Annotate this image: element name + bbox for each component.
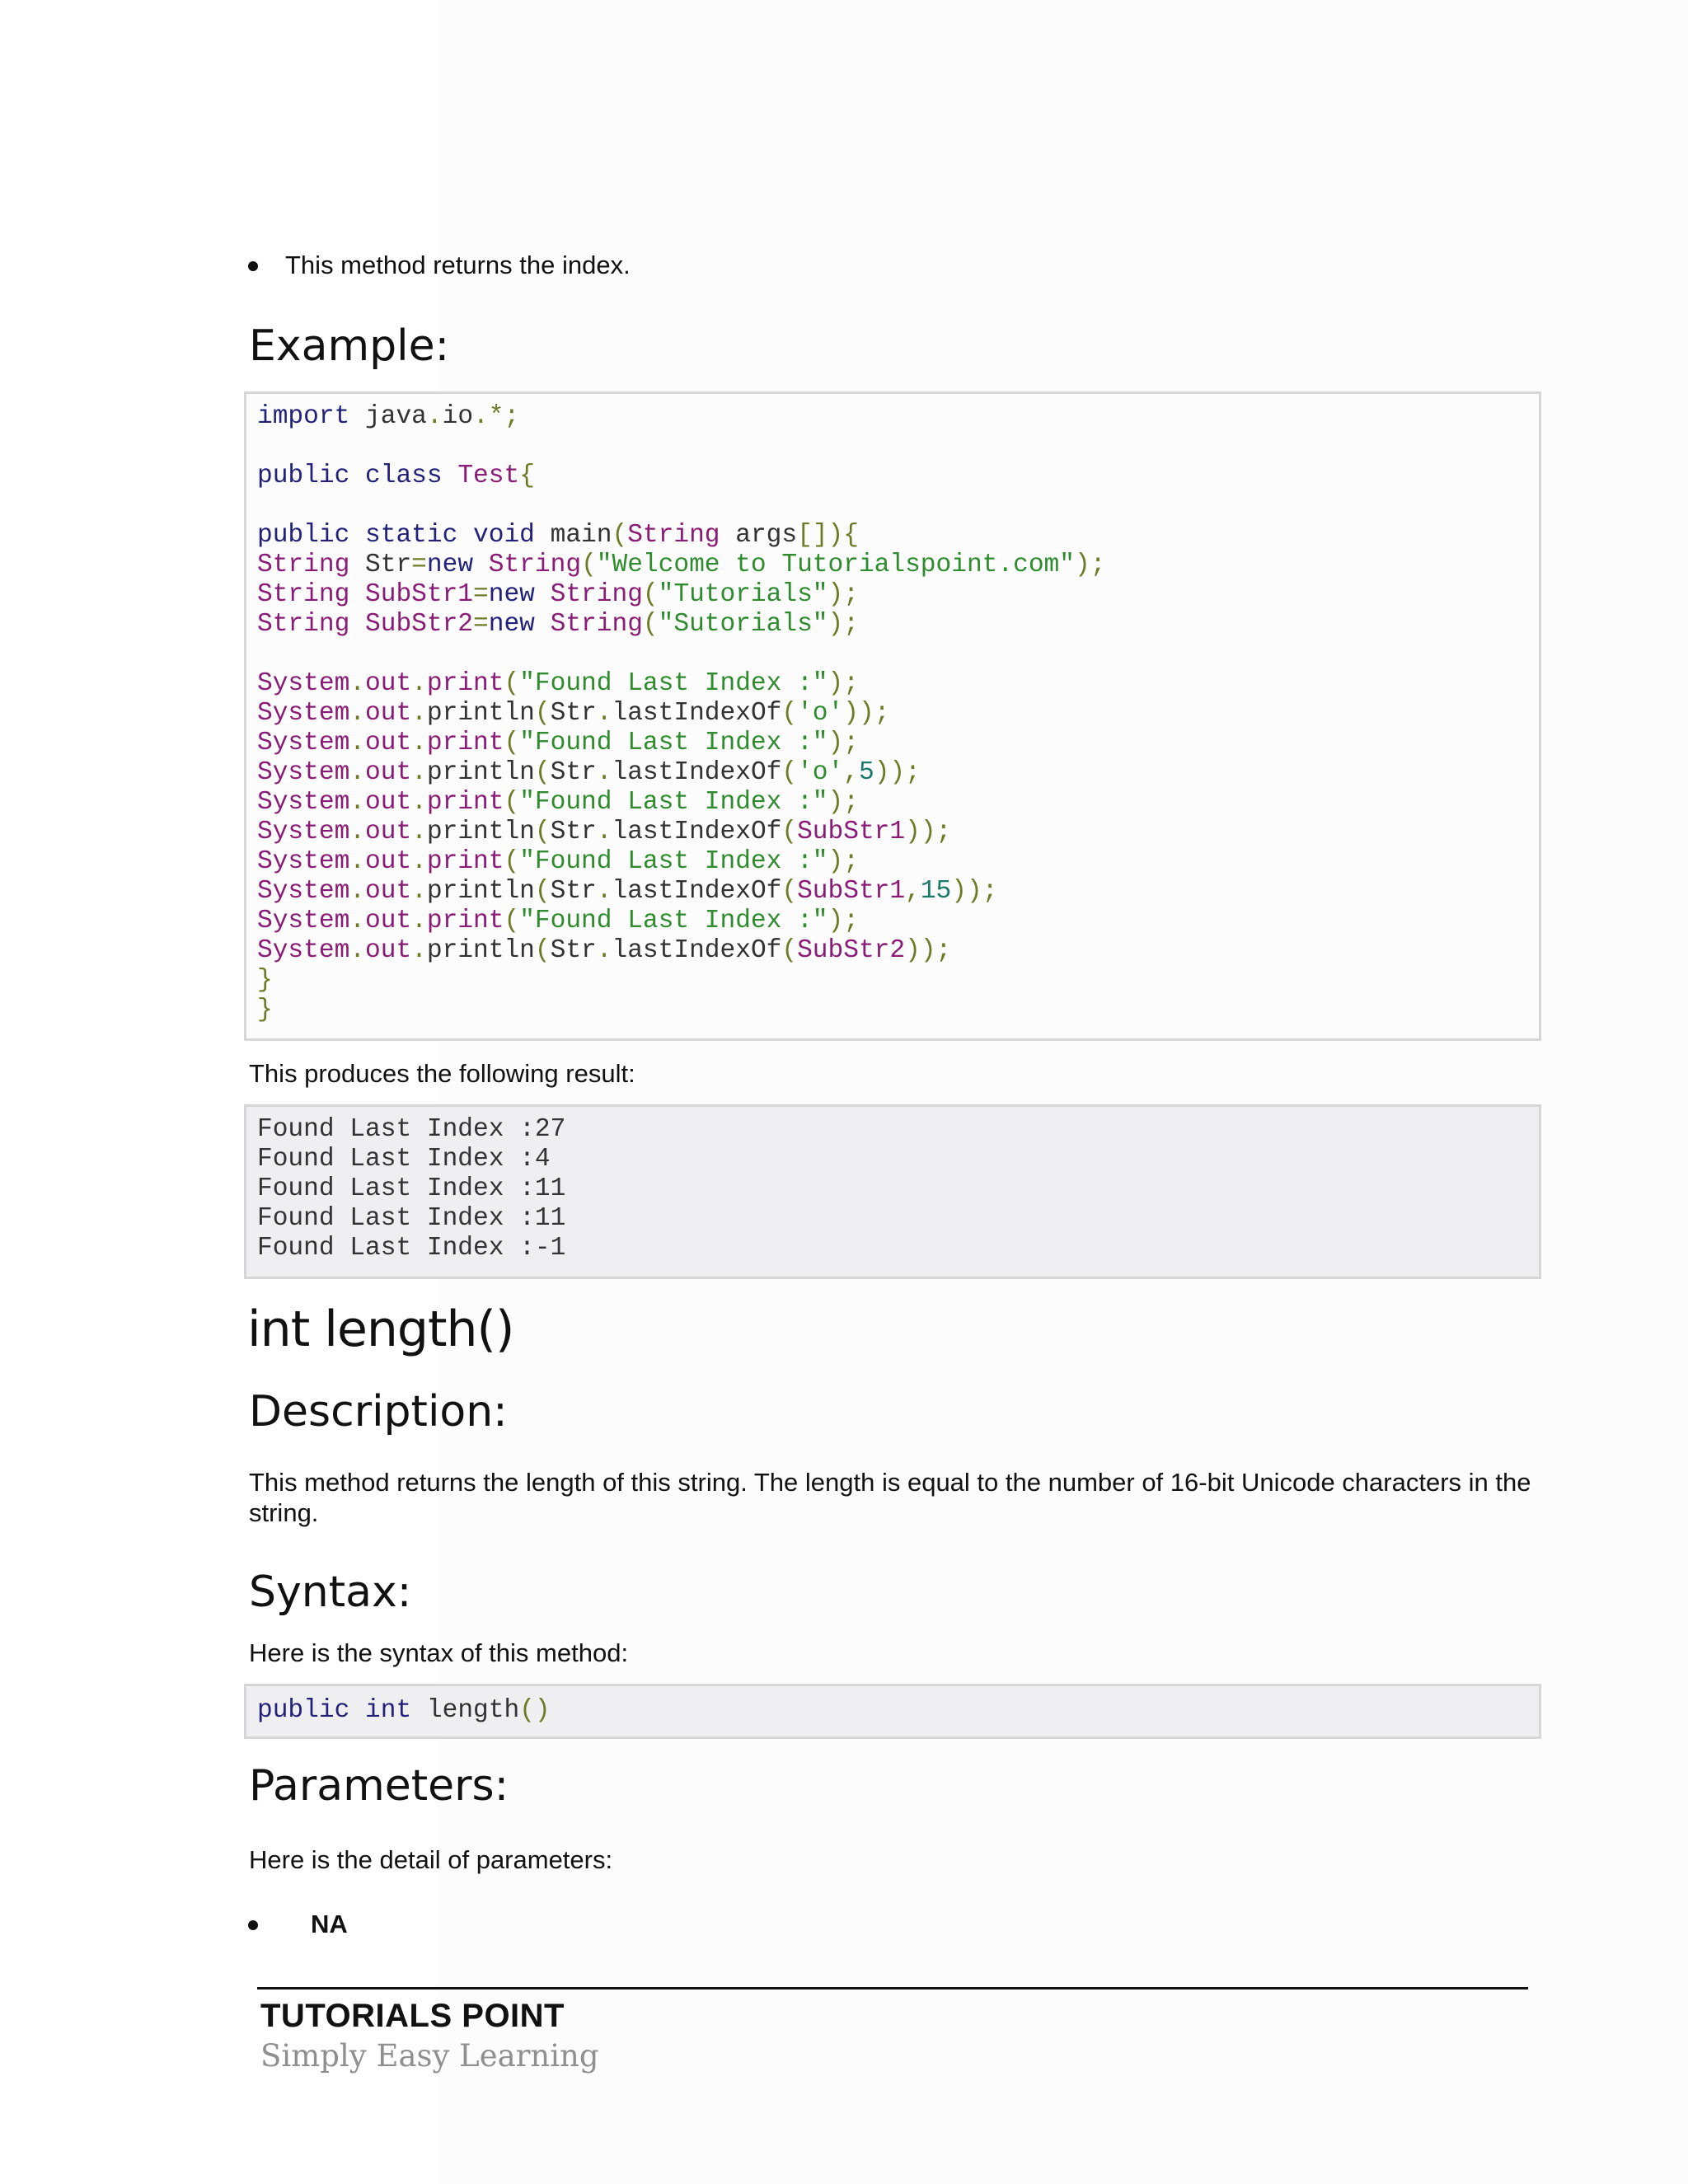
footer-tagline: Simply Easy Learning bbox=[260, 2038, 599, 2074]
code-line: } bbox=[257, 966, 273, 995]
output-line: Found Last Index :11 bbox=[257, 1204, 566, 1233]
bullet-dot bbox=[248, 261, 258, 271]
output-line: Found Last Index :-1 bbox=[257, 1234, 566, 1263]
code-line bbox=[257, 491, 1539, 521]
syntax-heading: Syntax: bbox=[249, 1568, 412, 1617]
code-line: String Str=new String("Welcome to Tutorialspoint.com"); bbox=[257, 551, 1106, 579]
method-heading: int length() bbox=[247, 1301, 514, 1358]
code-line: System.out.println(Str.lastIndexOf(SubStr1)); bbox=[257, 818, 952, 846]
footer-divider bbox=[257, 1987, 1528, 1990]
code-line: System.out.print("Found Last Index :"); bbox=[257, 729, 859, 757]
footer-brand: TUTORIALS POINT bbox=[260, 1998, 565, 2034]
bullet-dot bbox=[248, 1920, 258, 1930]
code-line: } bbox=[257, 996, 273, 1024]
code-line: System.out.print("Found Last Index :"); bbox=[257, 907, 859, 935]
syntax-code-line: public int length() bbox=[257, 1696, 551, 1725]
code-line: import java.io.*; bbox=[257, 402, 520, 431]
result-output-block bbox=[244, 1104, 1541, 1279]
code-line: String SubStr1=new String("Tutorials"); bbox=[257, 580, 859, 609]
intro-bullet-text: This method returns the index. bbox=[285, 251, 631, 279]
code-line: String SubStr2=new String("Sutorials"); bbox=[257, 610, 859, 639]
code-line: public class Test{ bbox=[257, 462, 535, 490]
result-intro: This produces the following result: bbox=[249, 1059, 635, 1088]
example-heading: Example: bbox=[249, 321, 450, 371]
code-line: System.out.println(Str.lastIndexOf('o',5)); bbox=[257, 758, 921, 787]
parameter-item: NA bbox=[311, 1910, 348, 1938]
output-line: Found Last Index :27 bbox=[257, 1115, 566, 1144]
code-line bbox=[257, 432, 1539, 462]
syntax-code-block bbox=[244, 1684, 1541, 1739]
code-line: System.out.print("Found Last Index :"); bbox=[257, 847, 859, 876]
code-line: System.out.println(Str.lastIndexOf('o')); bbox=[257, 699, 890, 728]
code-line: public static void main(String args[]){ bbox=[257, 521, 859, 550]
code-line bbox=[257, 640, 1539, 669]
parameters-intro: Here is the detail of parameters: bbox=[249, 1845, 613, 1874]
code-line: System.out.print("Found Last Index :"); bbox=[257, 788, 859, 817]
output-line: Found Last Index :4 bbox=[257, 1145, 551, 1174]
code-line: System.out.print("Found Last Index :"); bbox=[257, 669, 859, 698]
syntax-intro: Here is the syntax of this method: bbox=[249, 1638, 629, 1667]
description-text: This method returns the length of this string. The length is equal to the number of 16-bit Unicode characters in the string. bbox=[249, 1468, 1531, 1527]
code-line: System.out.println(Str.lastIndexOf(SubStr1,15)); bbox=[257, 877, 998, 906]
code-line: System.out.println(Str.lastIndexOf(SubStr2)); bbox=[257, 936, 952, 965]
description-heading: Description: bbox=[249, 1387, 508, 1436]
example-code-block bbox=[244, 391, 1541, 1041]
parameters-heading: Parameters: bbox=[249, 1761, 509, 1811]
output-line: Found Last Index :11 bbox=[257, 1174, 566, 1203]
